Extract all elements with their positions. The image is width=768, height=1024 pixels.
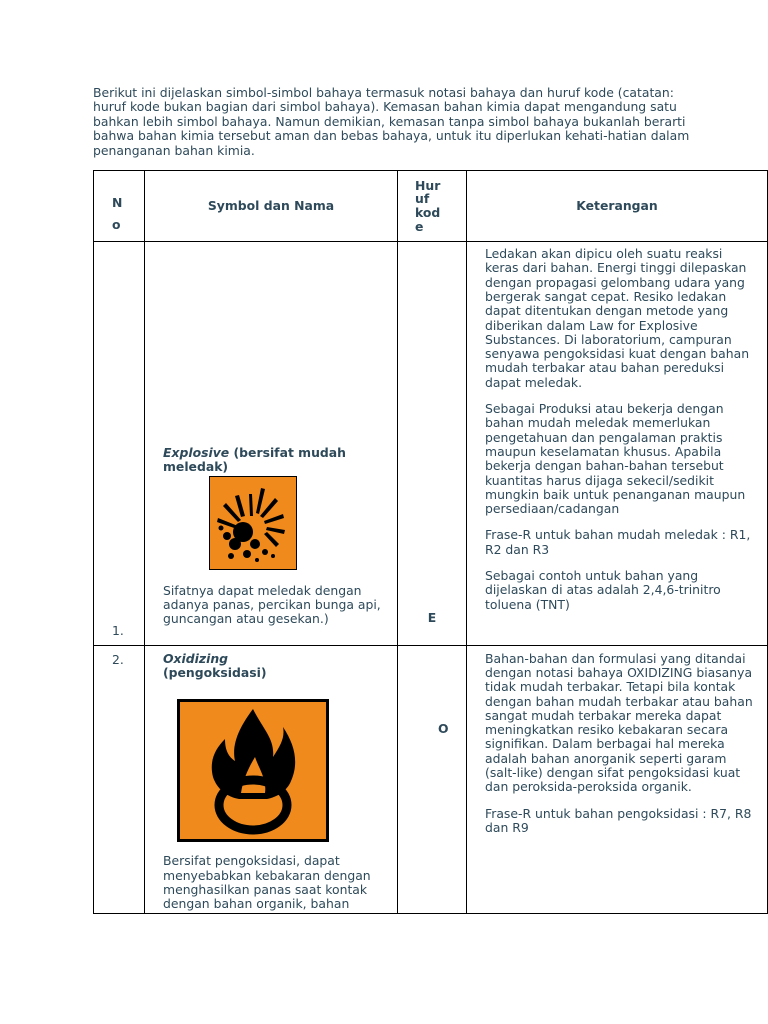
description-paragraph: Bahan-bahan dan formulasi yang ditandai dengan notasi bahaya OXIDIZING biasanya tidak mudah terbakar. Tetapi bila kontak dengan bahan mudah terbakar atau bahan sangat mudah terbakar mereka dapat meningkatkan resiko kebakaran secara signifikan. Dalam berbagai hal mereka adalah bahan anorganik seperti garam (salt-like) dengan sifat pengoksidasi kuat dan peroksida-peroksida organik. <box>485 650 753 795</box>
description-cell <box>467 242 768 646</box>
header-code-line-3: kod <box>415 205 441 221</box>
symbol-name-rest: (pengoksidasi) <box>163 664 267 680</box>
intro-paragraph: Berikut ini dijelaskan simbol-simbol bahaya termasuk notasi bahaya dan huruf kode (catatan: huruf kode bukan bagian dari simbol bahaya). Kemasan bahan kimia dapat mengandung satu bahkan lebih simbol bahaya. Namun demikian, kemasan tanpa simbol bahaya bukanlah berarti bahwa bahan kimia tersebut aman dan bebas bahaya, untuk itu diperlukan kehati-hatian dalam penanganan bahan kimia. <box>93 85 690 158</box>
symbol-name-rest: (bersifat mudah meledak) <box>163 445 346 475</box>
row-number: 2. <box>112 651 124 667</box>
row-number: 1. <box>112 623 124 639</box>
description-paragraph: Frase-R untuk bahan pengoksidasi : R7, R8 dan R9 <box>485 805 752 835</box>
table-row-oxidizing <box>94 645 768 913</box>
symbol-description: Sifatnya dapat meledak dengan adanya panas, percikan bunga api, guncangan atau gesekan.) <box>163 582 381 627</box>
description-paragraph: Ledakan akan dipicu oleh suatu reaksi keras dari bahan. Energi tinggi dilepaskan dengan propagasi gelombang udara yang bergerak sangat cepat. Resiko ledakan dapat ditentukan dengan metode yang diberikan dalam Law for Explosive Substances. Di laboratorium, campuran senyawa pengoksidasi kuat dengan bahan mudah terbakar atau bahan pereduksi dapat meledak. <box>485 246 750 390</box>
header-symbol-name: Symbol dan Nama <box>145 171 398 242</box>
header-code-letter <box>398 171 467 242</box>
header-code-line-4: e <box>415 218 424 234</box>
description-paragraph: Frase-R untuk bahan mudah meledak : R1, R2 dan R3 <box>485 527 751 557</box>
header-description: Keterangan <box>467 171 768 242</box>
symbol-name <box>163 446 379 475</box>
table-header-row <box>94 171 768 242</box>
code-cell <box>398 242 467 646</box>
code-letter: E <box>427 610 437 626</box>
symbol-cell <box>145 645 398 913</box>
hazard-symbol-table <box>93 170 768 914</box>
symbol-name <box>163 652 379 681</box>
description-paragraph: Sebagai Produksi atau bekerja dengan bahan mudah meledak memerlukan pengetahuan dan pengalaman praktis maupun keselamatan khusus. Apabila bekerja dengan bahan-bahan tersebut kuantitas harus dijaga sekecil/sedikit mungkin baik untuk penanganan maupun persediaan/cadangan <box>485 401 746 517</box>
symbol-name-italic: Oxidizing <box>163 650 229 666</box>
row-number-cell <box>94 645 145 913</box>
symbol-cell <box>145 242 398 646</box>
description-paragraph: Sebagai contoh untuk bahan yang dijelaskan di atas adalah 2,4,6-trinitro toluena (TNT) <box>485 568 721 612</box>
header-no-line-1: N <box>112 194 123 210</box>
code-cell <box>398 645 467 913</box>
code-letter: O <box>438 720 449 736</box>
symbol-description: Bersifat pengoksidasi, dapat menyebabkan kebakaran dengan menghasilkan panas saat kontak dengan bahan organik, bahan <box>163 853 371 912</box>
header-no <box>94 171 145 242</box>
header-no-line-2: o <box>112 217 121 233</box>
header-code-line-2: uf <box>415 191 430 207</box>
oxidizing-hazard-icon <box>177 699 329 842</box>
header-code-line-1: Hur <box>415 177 441 193</box>
symbol-name-italic: Explosive <box>163 445 230 461</box>
explosive-hazard-icon <box>209 476 297 570</box>
row-number-cell <box>94 242 145 646</box>
table-row-explosive <box>94 242 768 646</box>
description-cell <box>467 645 768 913</box>
